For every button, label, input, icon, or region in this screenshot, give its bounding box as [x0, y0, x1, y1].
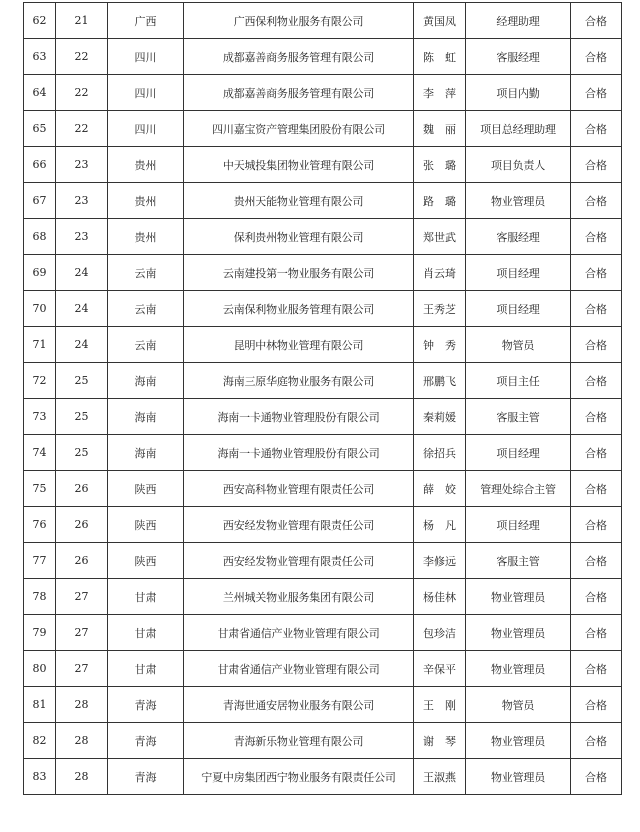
- cell-serial-number: 71: [24, 327, 56, 363]
- cell-serial-number: 73: [24, 399, 56, 435]
- cell-serial-number: 64: [24, 75, 56, 111]
- cell-result: 合格: [571, 111, 622, 147]
- cell-region-number: 26: [56, 543, 108, 579]
- cell-position: 物业管理员: [466, 759, 571, 795]
- cell-province: 陕西: [108, 543, 184, 579]
- cell-person-name: 王淑燕: [414, 759, 466, 795]
- cell-province: 海南: [108, 399, 184, 435]
- cell-region-number: 24: [56, 327, 108, 363]
- cell-province: 青海: [108, 759, 184, 795]
- cell-result: 合格: [571, 759, 622, 795]
- cell-company: 四川嘉宝资产管理集团股份有限公司: [184, 111, 414, 147]
- table-row: [24, 219, 622, 255]
- cell-position: 物管员: [466, 687, 571, 723]
- table-row: [24, 615, 622, 651]
- cell-company: 昆明中林物业管理有限公司: [184, 327, 414, 363]
- cell-province: 甘肃: [108, 651, 184, 687]
- cell-company: 成都嘉善商务服务管理有限公司: [184, 39, 414, 75]
- cell-person-name: 邢鹏飞: [414, 363, 466, 399]
- cell-serial-number: 65: [24, 111, 56, 147]
- qualification-roster-table: [23, 2, 622, 795]
- table-row: [24, 111, 622, 147]
- cell-province: 贵州: [108, 219, 184, 255]
- cell-province: 陕西: [108, 471, 184, 507]
- cell-result: 合格: [571, 543, 622, 579]
- cell-person-name: 张 璐: [414, 147, 466, 183]
- cell-position: 客服主管: [466, 399, 571, 435]
- cell-position: 项目总经理助理: [466, 111, 571, 147]
- cell-company: 贵州天能物业管理有限公司: [184, 183, 414, 219]
- cell-region-number: 22: [56, 111, 108, 147]
- cell-company: 广西保利物业服务有限公司: [184, 3, 414, 39]
- cell-position: 项目主任: [466, 363, 571, 399]
- cell-region-number: 28: [56, 687, 108, 723]
- cell-serial-number: 82: [24, 723, 56, 759]
- cell-province: 海南: [108, 363, 184, 399]
- table-row: [24, 507, 622, 543]
- cell-serial-number: 76: [24, 507, 56, 543]
- cell-province: 青海: [108, 723, 184, 759]
- cell-province: 甘肃: [108, 615, 184, 651]
- cell-person-name: 包珍洁: [414, 615, 466, 651]
- cell-region-number: 25: [56, 399, 108, 435]
- cell-result: 合格: [571, 363, 622, 399]
- cell-province: 海南: [108, 435, 184, 471]
- cell-position: 项目内勤: [466, 75, 571, 111]
- cell-region-number: 27: [56, 579, 108, 615]
- cell-company: 西安高科物业管理有限责任公司: [184, 471, 414, 507]
- cell-serial-number: 77: [24, 543, 56, 579]
- cell-province: 陕西: [108, 507, 184, 543]
- cell-region-number: 23: [56, 183, 108, 219]
- table-row: [24, 183, 622, 219]
- cell-region-number: 23: [56, 147, 108, 183]
- cell-company: 云南保利物业服务管理有限公司: [184, 291, 414, 327]
- cell-serial-number: 70: [24, 291, 56, 327]
- table-row: [24, 363, 622, 399]
- cell-province: 四川: [108, 39, 184, 75]
- cell-person-name: 李 萍: [414, 75, 466, 111]
- cell-position: 项目经理: [466, 291, 571, 327]
- cell-serial-number: 78: [24, 579, 56, 615]
- cell-result: 合格: [571, 147, 622, 183]
- cell-region-number: 27: [56, 615, 108, 651]
- cell-serial-number: 69: [24, 255, 56, 291]
- cell-region-number: 25: [56, 363, 108, 399]
- cell-region-number: 22: [56, 75, 108, 111]
- cell-position: 项目经理: [466, 255, 571, 291]
- cell-position: 管理处综合主管: [466, 471, 571, 507]
- cell-position: 物业管理员: [466, 651, 571, 687]
- cell-position: 物业管理员: [466, 723, 571, 759]
- cell-company: 兰州城关物业服务集团有限公司: [184, 579, 414, 615]
- table-row: [24, 543, 622, 579]
- cell-province: 广西: [108, 3, 184, 39]
- table-row: [24, 651, 622, 687]
- cell-region-number: 21: [56, 3, 108, 39]
- table-row: [24, 39, 622, 75]
- cell-person-name: 路 璐: [414, 183, 466, 219]
- cell-company: 西安经发物业管理有限责任公司: [184, 507, 414, 543]
- cell-result: 合格: [571, 471, 622, 507]
- cell-result: 合格: [571, 183, 622, 219]
- cell-result: 合格: [571, 75, 622, 111]
- cell-result: 合格: [571, 291, 622, 327]
- table-row: [24, 759, 622, 795]
- cell-company: 海南三原华庭物业服务有限公司: [184, 363, 414, 399]
- cell-region-number: 26: [56, 471, 108, 507]
- cell-person-name: 李修远: [414, 543, 466, 579]
- cell-position: 物业管理员: [466, 579, 571, 615]
- cell-person-name: 王秀芝: [414, 291, 466, 327]
- roster-body: [24, 3, 622, 795]
- cell-result: 合格: [571, 399, 622, 435]
- cell-province: 青海: [108, 687, 184, 723]
- cell-position: 物管员: [466, 327, 571, 363]
- cell-position: 项目负责人: [466, 147, 571, 183]
- cell-serial-number: 63: [24, 39, 56, 75]
- cell-province: 云南: [108, 255, 184, 291]
- cell-region-number: 22: [56, 39, 108, 75]
- cell-person-name: 杨 凡: [414, 507, 466, 543]
- cell-region-number: 28: [56, 759, 108, 795]
- table-row: [24, 3, 622, 39]
- cell-result: 合格: [571, 579, 622, 615]
- cell-position: 客服经理: [466, 39, 571, 75]
- cell-result: 合格: [571, 39, 622, 75]
- cell-person-name: 杨佳林: [414, 579, 466, 615]
- cell-result: 合格: [571, 723, 622, 759]
- cell-company: 青海世通安居物业服务有限公司: [184, 687, 414, 723]
- cell-company: 西安经发物业管理有限责任公司: [184, 543, 414, 579]
- cell-region-number: 24: [56, 255, 108, 291]
- cell-region-number: 26: [56, 507, 108, 543]
- cell-province: 云南: [108, 291, 184, 327]
- cell-position: 客服主管: [466, 543, 571, 579]
- cell-result: 合格: [571, 651, 622, 687]
- table-row: [24, 471, 622, 507]
- cell-position: 客服经理: [466, 219, 571, 255]
- cell-company: 中天城投集团物业管理有限公司: [184, 147, 414, 183]
- cell-region-number: 27: [56, 651, 108, 687]
- table-row: [24, 723, 622, 759]
- table-row: [24, 327, 622, 363]
- cell-person-name: 肖云琦: [414, 255, 466, 291]
- cell-result: 合格: [571, 327, 622, 363]
- cell-serial-number: 62: [24, 3, 56, 39]
- cell-result: 合格: [571, 219, 622, 255]
- cell-serial-number: 67: [24, 183, 56, 219]
- cell-company: 成都嘉善商务服务管理有限公司: [184, 75, 414, 111]
- cell-province: 贵州: [108, 147, 184, 183]
- cell-result: 合格: [571, 615, 622, 651]
- cell-company: 甘肃省通信产业物业管理有限公司: [184, 651, 414, 687]
- cell-company: 保利贵州物业管理有限公司: [184, 219, 414, 255]
- table-row: [24, 147, 622, 183]
- cell-province: 甘肃: [108, 579, 184, 615]
- table-row: [24, 687, 622, 723]
- cell-serial-number: 75: [24, 471, 56, 507]
- table-row: [24, 579, 622, 615]
- table-row: [24, 75, 622, 111]
- cell-person-name: 徐招兵: [414, 435, 466, 471]
- cell-region-number: 23: [56, 219, 108, 255]
- cell-serial-number: 83: [24, 759, 56, 795]
- cell-serial-number: 66: [24, 147, 56, 183]
- cell-serial-number: 68: [24, 219, 56, 255]
- table-row: [24, 435, 622, 471]
- cell-person-name: 辛保平: [414, 651, 466, 687]
- cell-position: 项目经理: [466, 507, 571, 543]
- cell-region-number: 28: [56, 723, 108, 759]
- cell-position: 项目经理: [466, 435, 571, 471]
- cell-person-name: 王 刚: [414, 687, 466, 723]
- cell-person-name: 薛 姣: [414, 471, 466, 507]
- table-row: [24, 399, 622, 435]
- cell-result: 合格: [571, 687, 622, 723]
- cell-position: 物业管理员: [466, 183, 571, 219]
- cell-result: 合格: [571, 435, 622, 471]
- cell-position: 经理助理: [466, 3, 571, 39]
- cell-province: 四川: [108, 111, 184, 147]
- cell-person-name: 魏 丽: [414, 111, 466, 147]
- cell-person-name: 黄国凤: [414, 3, 466, 39]
- cell-position: 物业管理员: [466, 615, 571, 651]
- cell-company: 云南建投第一物业服务有限公司: [184, 255, 414, 291]
- cell-serial-number: 74: [24, 435, 56, 471]
- cell-region-number: 25: [56, 435, 108, 471]
- cell-company: 宁夏中房集团西宁物业服务有限责任公司: [184, 759, 414, 795]
- cell-person-name: 郑世武: [414, 219, 466, 255]
- cell-province: 贵州: [108, 183, 184, 219]
- table-row: [24, 291, 622, 327]
- cell-company: 甘肃省通信产业物业管理有限公司: [184, 615, 414, 651]
- cell-company: 海南一卡通物业管理股份有限公司: [184, 435, 414, 471]
- cell-person-name: 钟 秀: [414, 327, 466, 363]
- cell-serial-number: 80: [24, 651, 56, 687]
- cell-result: 合格: [571, 507, 622, 543]
- cell-province: 云南: [108, 327, 184, 363]
- cell-serial-number: 79: [24, 615, 56, 651]
- cell-result: 合格: [571, 3, 622, 39]
- cell-company: 青海新乐物业管理有限公司: [184, 723, 414, 759]
- cell-person-name: 陈 虹: [414, 39, 466, 75]
- cell-serial-number: 81: [24, 687, 56, 723]
- cell-person-name: 谢 琴: [414, 723, 466, 759]
- cell-serial-number: 72: [24, 363, 56, 399]
- cell-result: 合格: [571, 255, 622, 291]
- table-row: [24, 255, 622, 291]
- cell-province: 四川: [108, 75, 184, 111]
- cell-company: 海南一卡通物业管理股份有限公司: [184, 399, 414, 435]
- cell-region-number: 24: [56, 291, 108, 327]
- cell-person-name: 秦莉媛: [414, 399, 466, 435]
